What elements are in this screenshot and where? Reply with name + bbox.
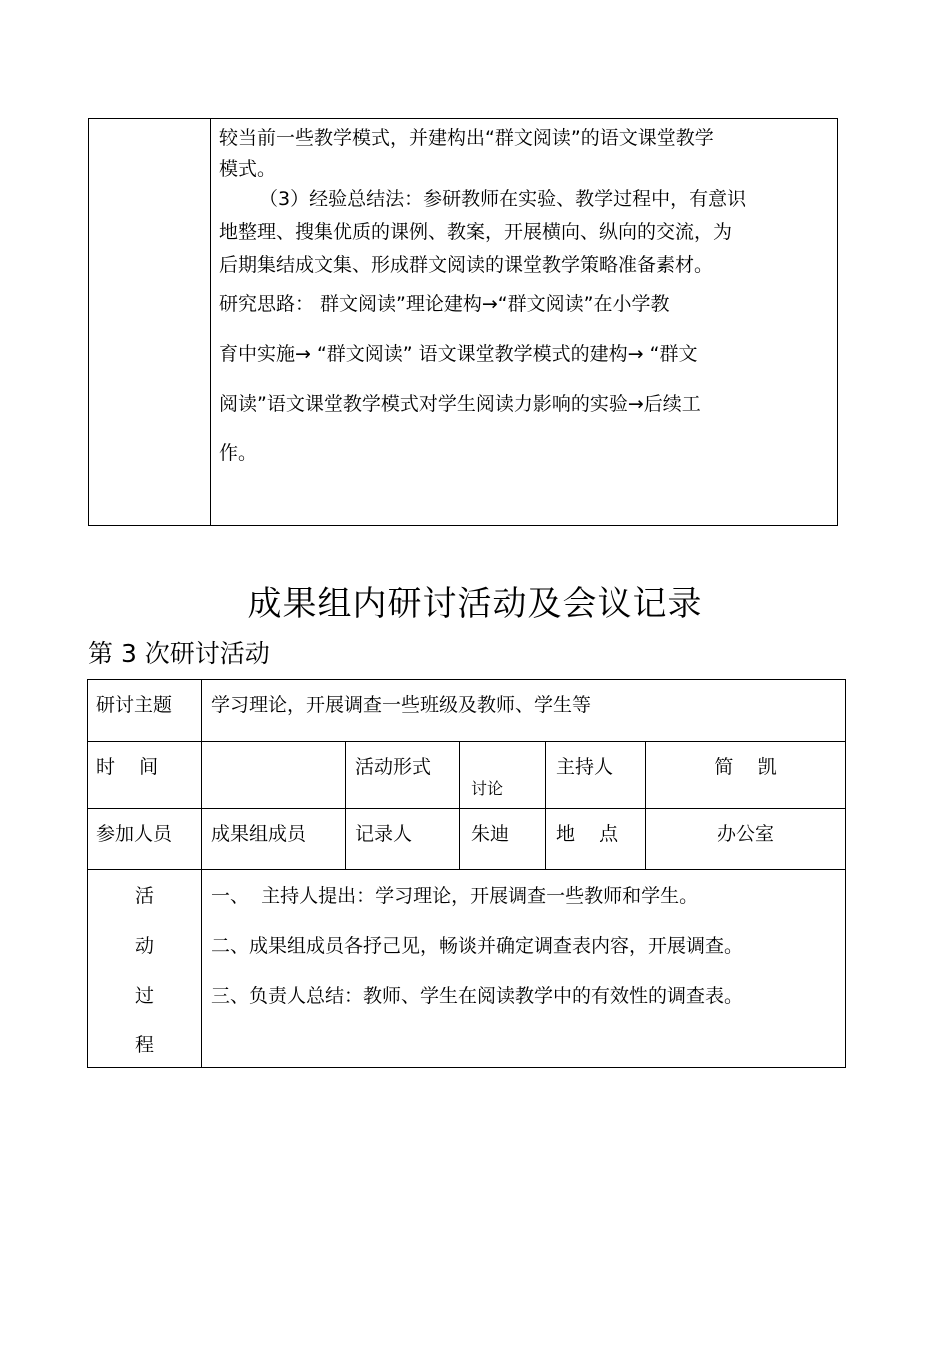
location-label: 地 点 <box>556 823 619 845</box>
recorder-value: 朱迪 <box>471 823 510 845</box>
recorder-label: 记录人 <box>355 823 413 845</box>
activity-form-label: 活动形式 <box>355 756 432 778</box>
participants-label: 参加人员 <box>96 823 173 845</box>
text-line: （3）经验总结法：参研教师在实验、教学过程中，有意识 <box>259 188 747 210</box>
process-label-char: 过 <box>134 985 154 1007</box>
text-line: 阅读”语文课堂教学模式对学生阅读力影响的实验→后续工 <box>219 393 701 415</box>
process-label-char: 程 <box>134 1034 154 1056</box>
column-divider <box>201 680 202 1067</box>
column-divider <box>459 741 460 869</box>
activity-form-value: 讨论 <box>471 779 504 798</box>
text-line: 较当前一些教学模式，并建构出“群文阅读”的语文课堂教学 <box>219 127 714 149</box>
topic-value: 学习理论，开展调查一些班级及教师、学生等 <box>211 694 592 716</box>
host-label: 主持人 <box>556 756 614 778</box>
column-divider <box>210 119 211 525</box>
page-title: 成果组内研讨活动及会议记录 <box>247 584 703 624</box>
topic-label: 研讨主题 <box>96 694 173 716</box>
text-line: 模式。 <box>219 158 277 180</box>
location-value: 办公室 <box>716 823 774 845</box>
text-line: 后期集结成文集、形成群文阅读的课堂教学策略准备素材。 <box>219 254 714 276</box>
participants-value: 成果组成员 <box>211 823 307 845</box>
column-divider <box>545 741 546 869</box>
continuation-table <box>88 118 838 526</box>
host-value: 简 凯 <box>714 756 777 778</box>
process-item: 一、 主持人提出：学习理论，开展调查一些教师和学生。 <box>211 885 699 907</box>
process-item: 二、成果组成员各抒己见，畅谈并确定调查表内容，开展调查。 <box>211 935 744 957</box>
text-line: 作。 <box>219 442 258 464</box>
section-subtitle: 第 3 次研讨活动 <box>88 639 270 668</box>
meeting-record-table <box>87 679 846 1068</box>
text-line: 育中实施→ “群文阅读” 语文课堂教学模式的建构→ “群文 <box>219 343 698 365</box>
time-label: 时 间 <box>96 756 159 778</box>
column-divider <box>345 741 346 869</box>
process-item: 三、负责人总结：教师、学生在阅读教学中的有效性的调查表。 <box>211 985 744 1007</box>
process-label-char: 动 <box>134 935 154 957</box>
text-line: 研究思路： 群文阅读”理论建构→“群文阅读”在小学教 <box>219 293 670 315</box>
process-label-char: 活 <box>134 885 154 907</box>
text-line: 地整理、搜集优质的课例、教案，开展横向、纵向的交流，为 <box>219 221 733 243</box>
